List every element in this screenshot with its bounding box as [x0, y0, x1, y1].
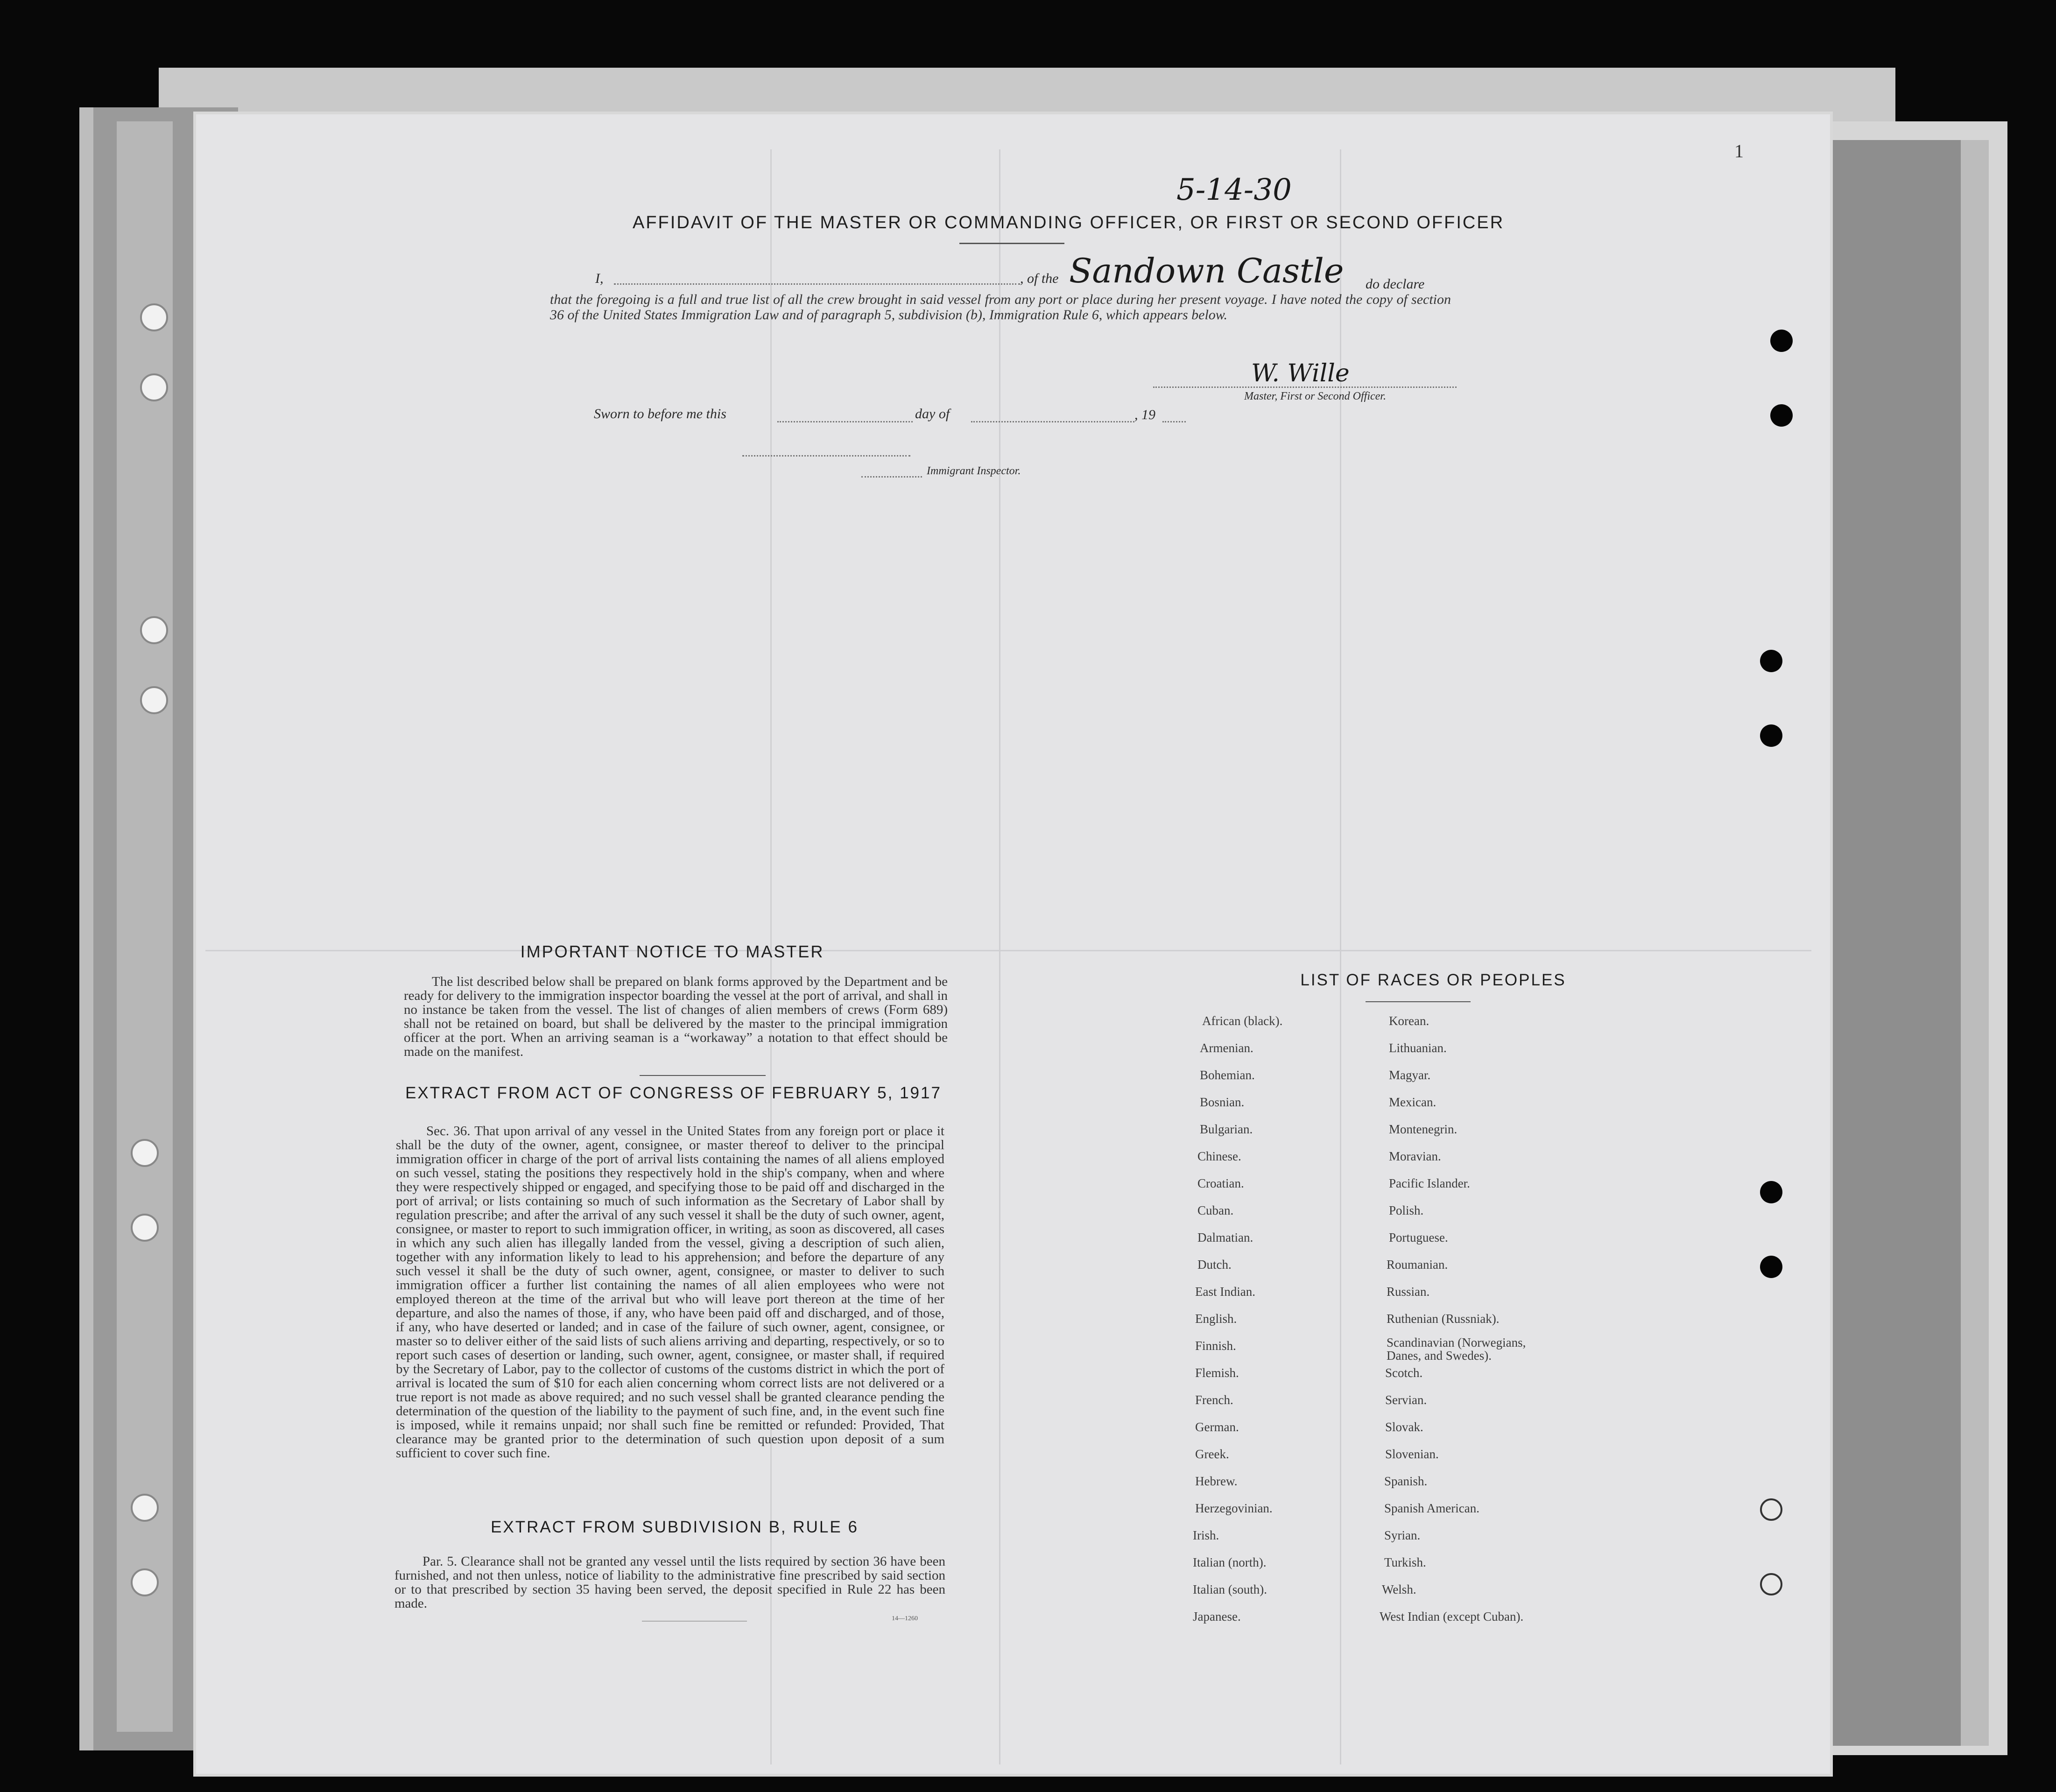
race-item: Slovak.	[1385, 1420, 1423, 1434]
race-item: Chinese.	[1197, 1149, 1241, 1163]
punch-hole	[1760, 1181, 1782, 1203]
notice-body: The list described below shall be prepared on blank forms approved by the Department and be ready for delivery to the immigration inspector boarding the vessel at the port of arrival, and shall in no instance be taken from the vessel. The list of changes of alien members of crews (Form 689) shall not be retained on board, but shall be delivered by the master to the principal immigration officer at the port. When an arriving seaman is a “workaway” a notation to that effect should be made on the manifest.	[404, 974, 948, 1059]
handwritten-date: 5-14-30	[1176, 173, 1292, 207]
race-item: Turkish.	[1384, 1555, 1426, 1569]
race-item: Scandinavian (Norwegians, Danes, and Swedes).	[1387, 1335, 1526, 1363]
race-item: Greek.	[1195, 1447, 1229, 1461]
race-item: Dalmatian.	[1197, 1230, 1253, 1244]
sworn-label: Sworn to before me this	[594, 406, 726, 422]
sworn-day-label: day of	[915, 406, 950, 422]
inspector-dots	[861, 476, 922, 478]
act-title: EXTRACT FROM ACT OF CONGRESS OF FEBRUARY 5, 1917	[405, 1084, 942, 1102]
race-item: Italian (north).	[1193, 1555, 1267, 1569]
race-item: Syrian.	[1384, 1528, 1421, 1542]
race-item: Lithuanian.	[1389, 1041, 1447, 1055]
rule-title: EXTRACT FROM SUBDIVISION B, RULE 6	[491, 1518, 859, 1536]
margin-mark: 1	[1734, 141, 1744, 162]
affidavit-body: that the foregoing is a full and true list of all the crew brought in said vessel from any port or place during her present voyage. I have noted the copy of section 36 of the United States Immigration Law and of paragraph 5, subdivision (b), Immigration Rule 6, which appears below.	[550, 292, 1451, 323]
race-item: Herzegovinian.	[1195, 1501, 1273, 1515]
race-item: Ruthenian (Russniak).	[1387, 1312, 1500, 1326]
race-item: Welsh.	[1382, 1582, 1416, 1596]
punch-hole	[1760, 1573, 1782, 1595]
race-item: German.	[1195, 1420, 1239, 1434]
rule-body: Par. 5. Clearance shall not be granted any vessel until the lists required by section 36 have been furnished, and not then unless, notice of liability to the administrative fine prescribed by said section or to that prescribed by section 35 having been served, the deposit specified in Rule 22 has been made.	[394, 1554, 945, 1611]
signature-blank	[1153, 387, 1457, 388]
notice-title: IMPORTANT NOTICE TO MASTER	[520, 942, 824, 961]
race-item: Moravian.	[1389, 1149, 1441, 1163]
race-item: Japanese.	[1193, 1609, 1241, 1623]
binding-hole	[140, 373, 168, 401]
master-signature: W. Wille	[1251, 359, 1350, 387]
race-item: East Indian.	[1195, 1285, 1255, 1299]
punch-hole	[1760, 650, 1782, 672]
race-item: Bohemian.	[1200, 1068, 1255, 1082]
race-item: Armenian.	[1200, 1041, 1253, 1055]
races-rule	[1366, 1001, 1471, 1002]
form-number: 14—1260	[892, 1615, 918, 1622]
race-item: Russian.	[1387, 1285, 1430, 1299]
sworn-month-blank	[971, 421, 1134, 422]
printer-imprint	[642, 1621, 747, 1622]
handwritten-vessel-name: Sandown Castle	[1069, 251, 1344, 290]
left-binding-strip-inner	[117, 121, 173, 1732]
race-item: Pacific Islander.	[1389, 1176, 1470, 1190]
race-item: Bulgarian.	[1200, 1122, 1253, 1136]
binding-hole	[140, 616, 168, 644]
races-title: LIST OF RACES OR PEOPLES	[1300, 971, 1566, 989]
race-item: Slovenian.	[1385, 1447, 1439, 1461]
race-item: Servian.	[1385, 1393, 1427, 1407]
punch-hole	[1770, 330, 1793, 352]
binding-hole	[131, 1494, 159, 1522]
sworn-year-blank	[1162, 421, 1186, 422]
affidavit-of-label: , of the	[1020, 271, 1059, 286]
race-item: French.	[1195, 1393, 1233, 1407]
affidavit-i-label: I,	[595, 271, 604, 286]
binding-hole	[131, 1214, 159, 1242]
race-item: Cuban.	[1197, 1203, 1234, 1217]
race-item: English.	[1195, 1312, 1237, 1326]
title-rule	[959, 243, 1064, 244]
race-item: Croatian.	[1197, 1176, 1244, 1190]
binding-hole	[131, 1568, 159, 1596]
race-item: Spanish American.	[1384, 1501, 1479, 1515]
affidavit-declare-label: do declare	[1366, 276, 1425, 292]
punch-hole	[1760, 1498, 1782, 1521]
race-item: Irish.	[1193, 1528, 1219, 1542]
inspector-signature-blank	[742, 455, 910, 457]
race-item: Flemish.	[1195, 1366, 1239, 1380]
name-blank	[614, 283, 1020, 285]
act-body: Sec. 36. That upon arrival of any vessel in the United States from any foreign port or place it shall be the duty of the owner, agent, consignee, or master thereof to deliver to the principal immigration officer in charge of the port of arrival lists containing the names of all aliens employed on such vessel, stating the positions they respectively hold in the ship's company, when and where they were respectively shipped or engaged, and specifying those to be paid off and discharged in the port of arrival; or lists containing so much of such information as the Secretary of Labor shall by regulation prescribe; and after the arrival of any such vessel it shall be the duty of such owner, agent, consignee, or master to report to such immigration officer, in writing, as soon as discovered, all cases in which any such alien has illegally landed from the vessel, giving a description of such alien, together with any information likely to lead to his apprehension; and before the departure of any such vessel it shall be the duty of such owner, agent, consignee, or master to deliver to such immigration officer a further list containing the names of all alien employees who were not employed thereon at the time of the arrival but who will leave port thereon at the time of her departure, and also the names of those, if any, who have been paid off and discharged, and of those, if any, who have deserted or landed; and in case of the failure of such owner, agent, consignee, or master so to deliver either of the said lists of such aliens arriving and departing, respectively, or so to report such cases of desertion or landing, such owner, agent, consignee, or master shall, if required by the Secretary of Labor, pay to the collector of customs of the customs district in which the port of arrival is located the sum of $10 for each alien concerning whom correct lists are not delivered or a true report is not made as above required; and no such vessel shall be granted clearance pending the determination of the question of the liability to the payment of such fine, and, in the event such fine is imposed, while it remains unpaid; nor shall such fine be remitted or refunded: Provided, That clearance may be granted prior to the determination of such question upon deposit of a sum sufficient to cover such fine.	[396, 1124, 944, 1461]
race-item: Magyar.	[1389, 1068, 1431, 1082]
section-rule	[640, 1075, 766, 1076]
race-item: Italian (south).	[1193, 1582, 1267, 1596]
race-item: Mexican.	[1389, 1095, 1436, 1109]
binding-hole	[131, 1139, 159, 1167]
race-item: Spanish.	[1384, 1474, 1428, 1488]
punch-hole	[1760, 1256, 1782, 1278]
race-item: African (black).	[1202, 1014, 1283, 1028]
inspector-caption: Immigrant Inspector.	[927, 465, 1021, 477]
race-item: Hebrew.	[1195, 1474, 1238, 1488]
binding-hole	[140, 686, 168, 714]
sworn-date-blank	[777, 421, 913, 422]
fold-line	[205, 950, 1811, 951]
race-item: Scotch.	[1385, 1366, 1423, 1380]
race-item: Roumanian.	[1387, 1258, 1448, 1272]
race-item: Portuguese.	[1389, 1230, 1448, 1244]
race-item: West Indian (except Cuban).	[1380, 1609, 1524, 1623]
race-item: Montenegrin.	[1389, 1122, 1458, 1136]
sworn-year-label: , 19	[1134, 407, 1155, 422]
master-caption: Master, First or Second Officer.	[1244, 390, 1386, 402]
punch-hole	[1760, 724, 1782, 747]
race-item: Polish.	[1389, 1203, 1424, 1217]
form-sheet	[196, 114, 1830, 1774]
binding-hole	[140, 303, 168, 331]
race-item: Dutch.	[1197, 1258, 1232, 1272]
punch-hole	[1770, 404, 1793, 427]
race-item: Bosnian.	[1200, 1095, 1245, 1109]
right-binding-strip	[1825, 140, 1975, 1746]
right-binding-edge	[1961, 140, 1989, 1746]
race-item: Finnish.	[1195, 1339, 1236, 1353]
affidavit-title: AFFIDAVIT OF THE MASTER OR COMMANDING OFFICER, OR FIRST OR SECOND OFFICER	[633, 213, 1505, 232]
fold-line	[999, 149, 1000, 1764]
race-item: Korean.	[1389, 1014, 1429, 1028]
